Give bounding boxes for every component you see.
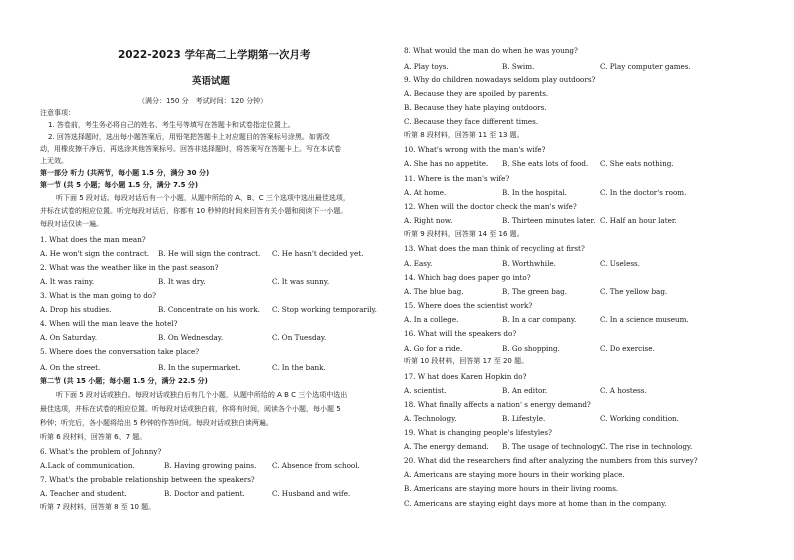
option-a: A. The blue bag. (404, 287, 464, 296)
option-b: B. It was dry. (158, 277, 206, 286)
option-c: C. The rise in technology. (600, 442, 693, 451)
option-a: A.Lack of communication. (40, 461, 135, 470)
option-b: B. On Wednesday. (158, 333, 224, 342)
option-b: B. The usage of technology. (502, 442, 603, 451)
section1-instructions-2: 并标在试卷的相应位置。听完每段对话后，你都有 10 秒钟的时间来回答有关小题和阅读下一小题。 (40, 207, 348, 215)
section2-heading: 第二节 (共 15 小题；每小题 1.5 分，满分 22.5 分) (40, 377, 208, 385)
question-stem: 17. W hat does Karen Hopkin do? (404, 372, 527, 381)
question-stem: 10. What's wrong with the man's wife? (404, 145, 546, 154)
option-c: C. Because they face different times. (404, 117, 539, 126)
section2-instructions-3: 秒钟；听完后，各小题将给出 5 秒钟的作答时间。每段对话或独白读两遍。 (40, 419, 273, 427)
option-b: B. Because they hate playing outdoors. (404, 103, 547, 112)
material-8-note: 听第 8 段材料，回答第 11 至 13 题。 (404, 131, 524, 139)
option-a: A. Because they are spoiled by parents. (404, 89, 549, 98)
option-c: C. Stop working temporarily. (272, 305, 377, 314)
option-a: A. Teacher and student. (40, 489, 127, 498)
option-c: C. Useless. (600, 259, 641, 268)
question-stem: 11. Where is the man's wife? (404, 174, 510, 183)
option-c: C. In a science museum. (600, 315, 689, 324)
material-9-note: 听第 9 段材料，回答第 14 至 16 题。 (404, 230, 524, 238)
question-stem: 12. When will the doctor check the man's wife? (404, 202, 577, 211)
option-c: C. Working condition. (600, 414, 679, 423)
option-a: A. On Saturday. (40, 333, 98, 342)
question-stem: 14. Which bag does paper go into? (404, 273, 531, 282)
question-stem: 6. What's the problem of Johnny? (40, 447, 162, 456)
question-stem: 9. Why do children nowadays seldom play outdoors? (404, 75, 596, 84)
question-stem: 19. What is changing people's lifestyles? (404, 428, 552, 437)
option-c: C. In the doctor's room. (600, 188, 687, 197)
option-a: A. Go for a ride. (404, 344, 463, 353)
option-b: B. Doctor and patient. (164, 489, 245, 498)
option-c: C. Absence from school. (272, 461, 360, 470)
option-c: C. Half an hour later. (600, 216, 677, 225)
option-a: A. The energy demand. (404, 442, 489, 451)
option-b: B. Swim. (502, 62, 535, 71)
option-c: C. Play computer games. (600, 62, 691, 71)
section1-instructions-1: 听下面 5 段对话。每段对话后有一个小题，从题中所给的 A、B、C 三个选项中选出最佳选项， (56, 194, 350, 202)
option-b: B. Concentrate on his work. (158, 305, 260, 314)
option-a: A. It was rainy. (40, 277, 95, 286)
option-c: C. It was sunny. (272, 277, 330, 286)
option-b: B. She eats lots of food. (502, 159, 589, 168)
option-c: C. The yellow bag. (600, 287, 668, 296)
question-stem: 7. What's the probable relationship between the speakers? (40, 475, 255, 484)
option-a: A. Technology. (404, 414, 457, 423)
option-c: C. In the bank. (272, 363, 326, 372)
option-c: C. She eats nothing. (600, 159, 674, 168)
option-c: C. Husband and wife. (272, 489, 351, 498)
question-stem: 18. What finally affects a nation' s energy demand? (404, 400, 591, 409)
option-c: C. A hostess. (600, 386, 647, 395)
question-stem: 5. Where does the conversation take place? (40, 347, 200, 356)
option-b: B. Go shopping. (502, 344, 560, 353)
option-a: A. On the street. (40, 363, 101, 372)
note-2-line-1: 2. 回答选择题时，选出每小题答案后，用铅笔把答题卡上对应题目的答案标号涂黑。如需改 (48, 133, 330, 141)
material-7-note: 听第 7 段材料，回答第 8 至 10 题。 (40, 503, 156, 511)
option-a: A. Americans are staying more hours in their working place. (404, 470, 625, 479)
notes-heading: 注意事项： (40, 109, 75, 117)
question-stem: 2. What was the weather like in the past season? (40, 263, 219, 272)
question-stem: 15. Where does the scientist work? (404, 301, 533, 310)
option-c: C. He hasn't decided yet. (272, 249, 364, 258)
exam-info: （满分：150 分 考试时间：120 分钟） (138, 97, 268, 105)
part1-heading: 第一部分 听力 (共两节，每小题 1.5 分，满分 30 分) (40, 169, 210, 177)
question-stem: 1. What does the man mean? (40, 235, 146, 244)
note-2-line-2: 动，用橡皮擦干净后，再选涂其他答案标号。回答非选择题时，将答案写在答题卡上。写在本试卷 (40, 145, 341, 153)
option-b: B. In the supermarket. (158, 363, 241, 372)
option-b: B. The green bag. (502, 287, 568, 296)
option-c: C. Americans are staying eight days more at home than in the company. (404, 499, 667, 508)
option-b: B. Worthwhile. (502, 259, 556, 268)
option-a: A. Right now. (404, 216, 453, 225)
option-b: B. In a car company. (502, 315, 577, 324)
option-b: B. Thirteen minutes later. (502, 216, 596, 225)
option-a: A. At home. (404, 188, 447, 197)
option-a: A. Easy. (404, 259, 433, 268)
option-b: B. Having growing pains. (164, 461, 257, 470)
material-10-note: 听第 10 段材料，回答第 17 至 20 题。 (404, 357, 529, 365)
exam-title: 2022-2023 学年高二上学期第一次月考 (118, 49, 311, 61)
option-b: B. He will sign the contract. (158, 249, 261, 258)
question-stem: 16. What will the speakers do? (404, 329, 517, 338)
question-stem: 4. When will the man leave the hotel? (40, 319, 178, 328)
option-b: B. An editor. (502, 386, 548, 395)
exam-subtitle: 英语试题 (192, 76, 231, 87)
option-c: C. On Tuesday. (272, 333, 327, 342)
option-a: A. Play toys. (404, 62, 449, 71)
question-stem: 3. What is the man going to do? (40, 291, 156, 300)
option-c: C. Do exercise. (600, 344, 655, 353)
option-a: A. scientist. (404, 386, 447, 395)
question-stem: 13. What does the man think of recycling at first? (404, 244, 585, 253)
option-a: A. She has no appetite. (404, 159, 489, 168)
section1-instructions-3: 每段对话仅读一遍。 (40, 220, 103, 228)
section1-heading: 第一节 (共 5 小题；每小题 1.5 分，满分 7.5 分) (40, 181, 199, 189)
option-b: B. Americans are staying more hours in their living rooms. (404, 484, 619, 493)
section2-instructions-2: 最佳选项，并标在试卷的相应位置。听每段对话或独白前，你将有时间，阅读各个小题，每小题 5 (40, 405, 341, 413)
section2-instructions-1: 听下面 5 段对话或独白。每段对话或独白后有几个小题，从题中所给的 A B C 三个选项中选出 (56, 391, 348, 399)
option-b: B. In the hospital. (502, 188, 567, 197)
option-a: A. He won't sign the contract. (40, 249, 150, 258)
question-stem: 20. What did the researchers find after analyzing the numbers from this survey? (404, 456, 698, 465)
option-b: B. Lifestyle. (502, 414, 546, 423)
note-2-line-3: 上无效。 (40, 157, 68, 165)
note-1: 1. 答卷前，考生务必将自己的姓名、考生号等填写在答题卡和试卷指定位置上。 (48, 121, 295, 129)
option-a: A. Drop his studies. (40, 305, 112, 314)
material-6-note: 听第 6 段材料，回答第 6、7 题。 (40, 433, 147, 441)
question-stem: 8. What would the man do when he was young? (404, 46, 578, 55)
option-a: A. In a college. (404, 315, 459, 324)
